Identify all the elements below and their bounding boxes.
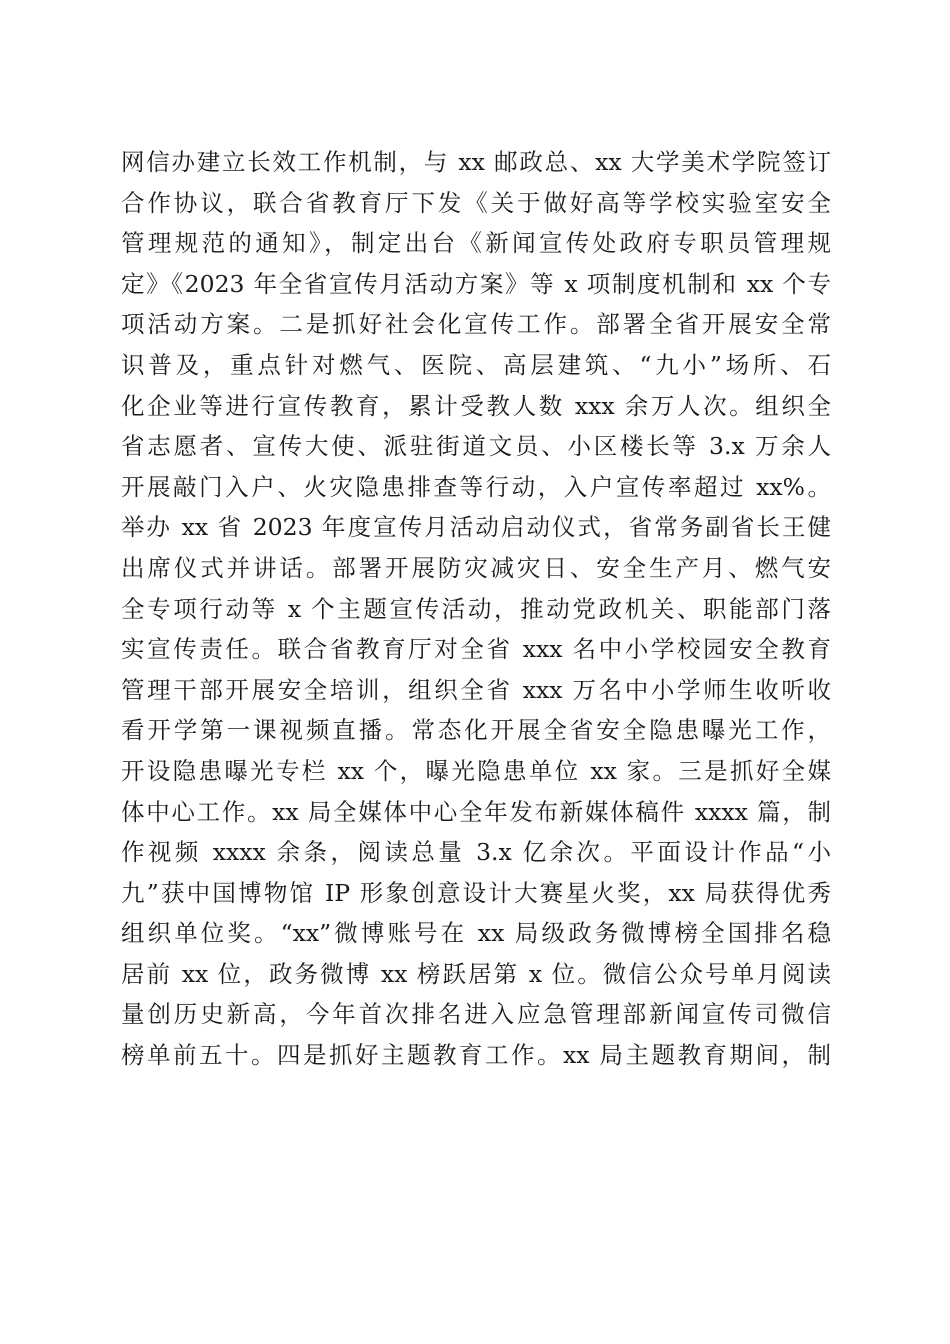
text-line: 实宣传责任。联合省教育厅对全省 xxx 名中小学校园安全教育 bbox=[121, 635, 831, 664]
text-line: 网信办建立长效工作机制，与 xx 邮政总、xx 大学美术学院签订 bbox=[121, 148, 831, 176]
text-line: 合作协议，联合省教育厅下发《关于做好高等学校实验室安全 bbox=[121, 188, 831, 217]
text-line: 开设隐患曝光专栏 xx 个，曝光隐患单位 xx 家。三是抓好全媒 bbox=[121, 756, 831, 785]
text-line: 化企业等进行宣传教育，累计受教人数 xxx 余万人次。组织全 bbox=[121, 391, 831, 420]
text-line: 九”获中国博物馆 IP 形象创意设计大赛星火奖，xx 局获得优秀 bbox=[121, 878, 831, 907]
text-line: 居前 xx 位，政务微博 xx 榜跃居第 x 位。微信公众号单月阅读 bbox=[121, 959, 831, 988]
text-line: 省志愿者、宣传大使、派驻街道文员、小区楼长等 3.x 万余人 bbox=[121, 432, 831, 461]
text-line: 看开学第一课视频直播。常态化开展全省安全隐患曝光工作， bbox=[121, 716, 831, 745]
text-line: 量创历史新高，今年首次排名进入应急管理部新闻宣传司微信 bbox=[121, 1000, 831, 1029]
text-line: 榜单前五十。四是抓好主题教育工作。xx 局主题教育期间，制 bbox=[121, 1041, 831, 1070]
text-line: 作视频 xxxx 余条，阅读总量 3.x 亿余次。平面设计作品“小 bbox=[121, 838, 831, 867]
text-line: 举办 xx 省 2023 年度宣传月活动启动仪式，省常务副省长王健 bbox=[121, 513, 831, 542]
text-line: 组织单位奖。“xx”微博账号在 xx 局级政务微博榜全国排名稳 bbox=[121, 919, 831, 948]
text-line: 管理干部开展安全培训，组织全省 xxx 万名中小学师生收听收 bbox=[121, 675, 831, 704]
body-paragraph bbox=[121, 142, 831, 1076]
text-line: 出席仪式并讲话。部署开展防灾减灾日、安全生产月、燃气安 bbox=[121, 553, 831, 582]
text-line: 项活动方案。二是抓好社会化宣传工作。部署全省开展安全常 bbox=[121, 310, 831, 339]
text-line: 开展敲门入户、火灾隐患排查等行动，入户宣传率超过 xx%。 bbox=[121, 472, 831, 501]
text-line: 体中心工作。xx 局全媒体中心全年发布新媒体稿件 xxxx 篇，制 bbox=[121, 797, 831, 826]
text-line: 识普及，重点针对燃气、医院、高层建筑、“九小”场所、石 bbox=[121, 350, 831, 379]
text-line: 全专项行动等 x 个主题宣传活动，推动党政机关、职能部门落 bbox=[121, 594, 831, 623]
text-line: 定》《2023 年全省宣传月活动方案》等 x 项制度机制和 xx 个专 bbox=[121, 269, 831, 298]
text-line: 管理规范的通知》，制定出台《新闻宣传处政府专职员管理规 bbox=[121, 229, 831, 258]
